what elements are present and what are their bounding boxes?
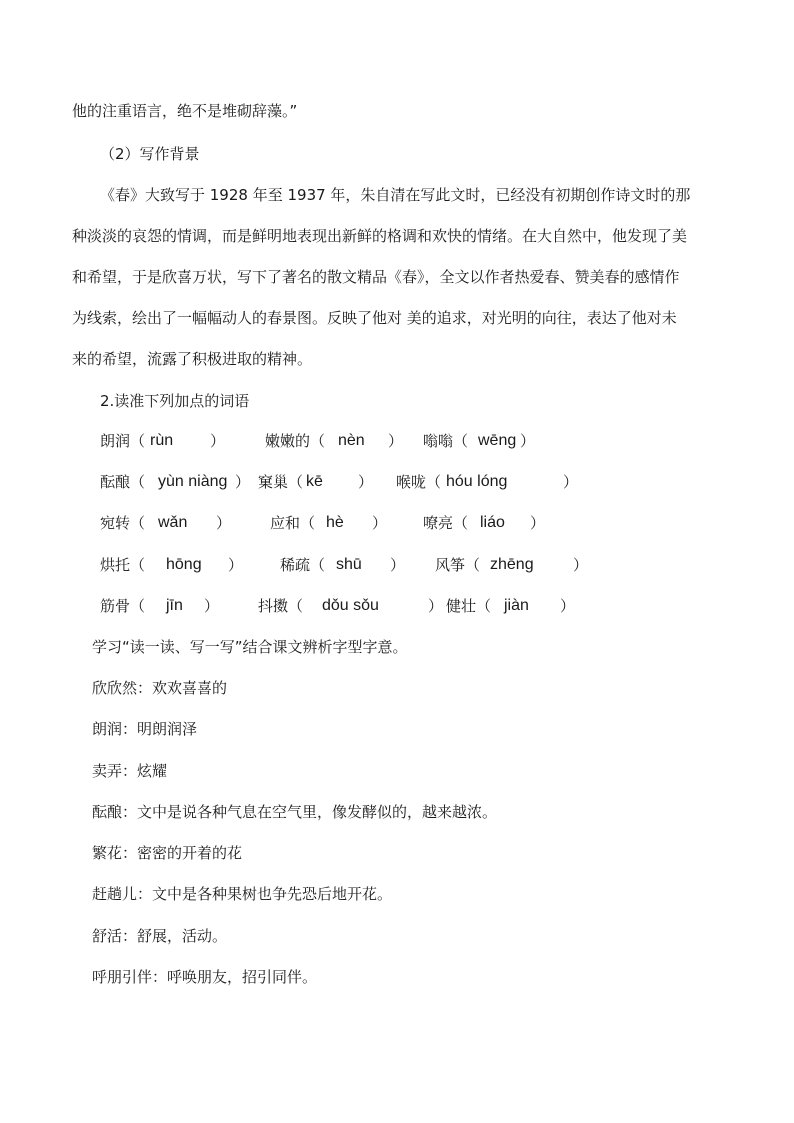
vocab-item: 繁花：密密的开着的花: [92, 844, 243, 862]
bracket: ）: [228, 556, 244, 574]
bracket: ）: [358, 473, 374, 491]
bracket: ）: [388, 432, 404, 450]
pinyin: hè: [326, 514, 344, 531]
text-line: 他的注重语言，绝不是堆砌辞藻。”: [72, 102, 298, 120]
word-label: 宛转（: [100, 514, 146, 532]
study-intro: 学习“读一读、写一写”结合课文辨析字型字意。: [92, 638, 408, 656]
paragraph-line: 为线索，绘出了一幅幅动人的春景图。反映了他对 美的追求，对光明的向往，表达了他对未: [72, 309, 677, 327]
word-label: 窠巢（: [258, 473, 304, 491]
pinyin: wēng: [478, 432, 517, 449]
bracket: ）: [235, 473, 251, 491]
pinyin: zhēng: [490, 556, 534, 573]
pinyin: wǎn: [158, 514, 188, 531]
pinyin: shū: [336, 556, 362, 573]
vocab-item: 朗润：明朗润泽: [92, 720, 198, 738]
vocab-item: 舒活：舒展，活动。: [92, 927, 228, 945]
bracket: ）: [560, 597, 576, 615]
vocab-item: 呼朋引伴：呼唤朋友，招引同伴。: [92, 968, 318, 986]
pinyin: jiàn: [504, 597, 529, 614]
pinyin: jīn: [166, 597, 183, 614]
pinyin: rùn: [150, 432, 174, 449]
word-label: 朗润（: [100, 432, 146, 450]
pinyin: hōng: [166, 556, 202, 573]
bracket: ）: [204, 597, 220, 615]
paragraph-line: 《春》大致写于 1928 年至 1937 年，朱自清在写此文时，已经没有初期创作诗文时的那: [100, 186, 691, 204]
word-label: 风筝（: [435, 556, 481, 574]
bracket: ）: [210, 432, 226, 450]
vocab-item: 卖弄：炫耀: [92, 762, 168, 780]
word-label: 喉咙（: [396, 473, 442, 491]
bracket: ）: [563, 473, 579, 491]
bracket: ）: [216, 514, 232, 532]
bracket: ）: [390, 556, 406, 574]
word-label: 筋骨（: [100, 597, 146, 615]
pinyin: nèn: [338, 432, 365, 449]
word-label: 嘹亮（: [423, 514, 469, 532]
bracket: ）: [372, 514, 388, 532]
word-label: 抖擞（: [258, 597, 304, 615]
word-label: 应和（: [270, 514, 316, 532]
word-label: 稀疏（: [280, 556, 326, 574]
word-label: 嫩嫩的（: [265, 432, 326, 450]
word-label: 酝酿（: [100, 473, 146, 491]
section-heading: （2）写作背景: [100, 145, 200, 163]
pinyin: hóu lóng: [446, 473, 508, 490]
word-label: 烘托（: [100, 556, 146, 574]
bracket: ）: [573, 556, 589, 574]
pinyin: yùn niàng: [158, 473, 228, 490]
question-heading: 2.读准下列加点的词语: [100, 392, 250, 410]
vocab-item: 赶趟儿：文中是各种果树也争先恐后地开花。: [92, 885, 393, 903]
paragraph-line: 种淡淡的哀怨的情调，而是鲜明地表现出新鲜的格调和欢快的情绪。在大自然中，他发现了美: [72, 227, 688, 245]
bracket: ）: [428, 597, 444, 615]
vocab-item: 酝酿：文中是说各种气息在空气里，像发酵似的，越来越浓。: [92, 803, 498, 821]
bracket: ）: [520, 432, 536, 450]
pinyin: kē: [306, 473, 323, 490]
paragraph-line: 来的希望，流露了积极进取的精神。: [72, 350, 313, 368]
word-label: 健壮（: [446, 597, 492, 615]
vocab-item: 欣欣然：欢欢喜喜的: [92, 679, 228, 697]
bracket: ）: [530, 514, 546, 532]
pinyin: dǒu sǒu: [322, 597, 379, 614]
word-label: 嗡嗡（: [423, 432, 469, 450]
pinyin: liáo: [480, 514, 505, 531]
paragraph-line: 和希望，于是欣喜万状，写下了著名的散文精品《春》，全文以作者热爱春、赞美春的感情作: [72, 268, 680, 286]
